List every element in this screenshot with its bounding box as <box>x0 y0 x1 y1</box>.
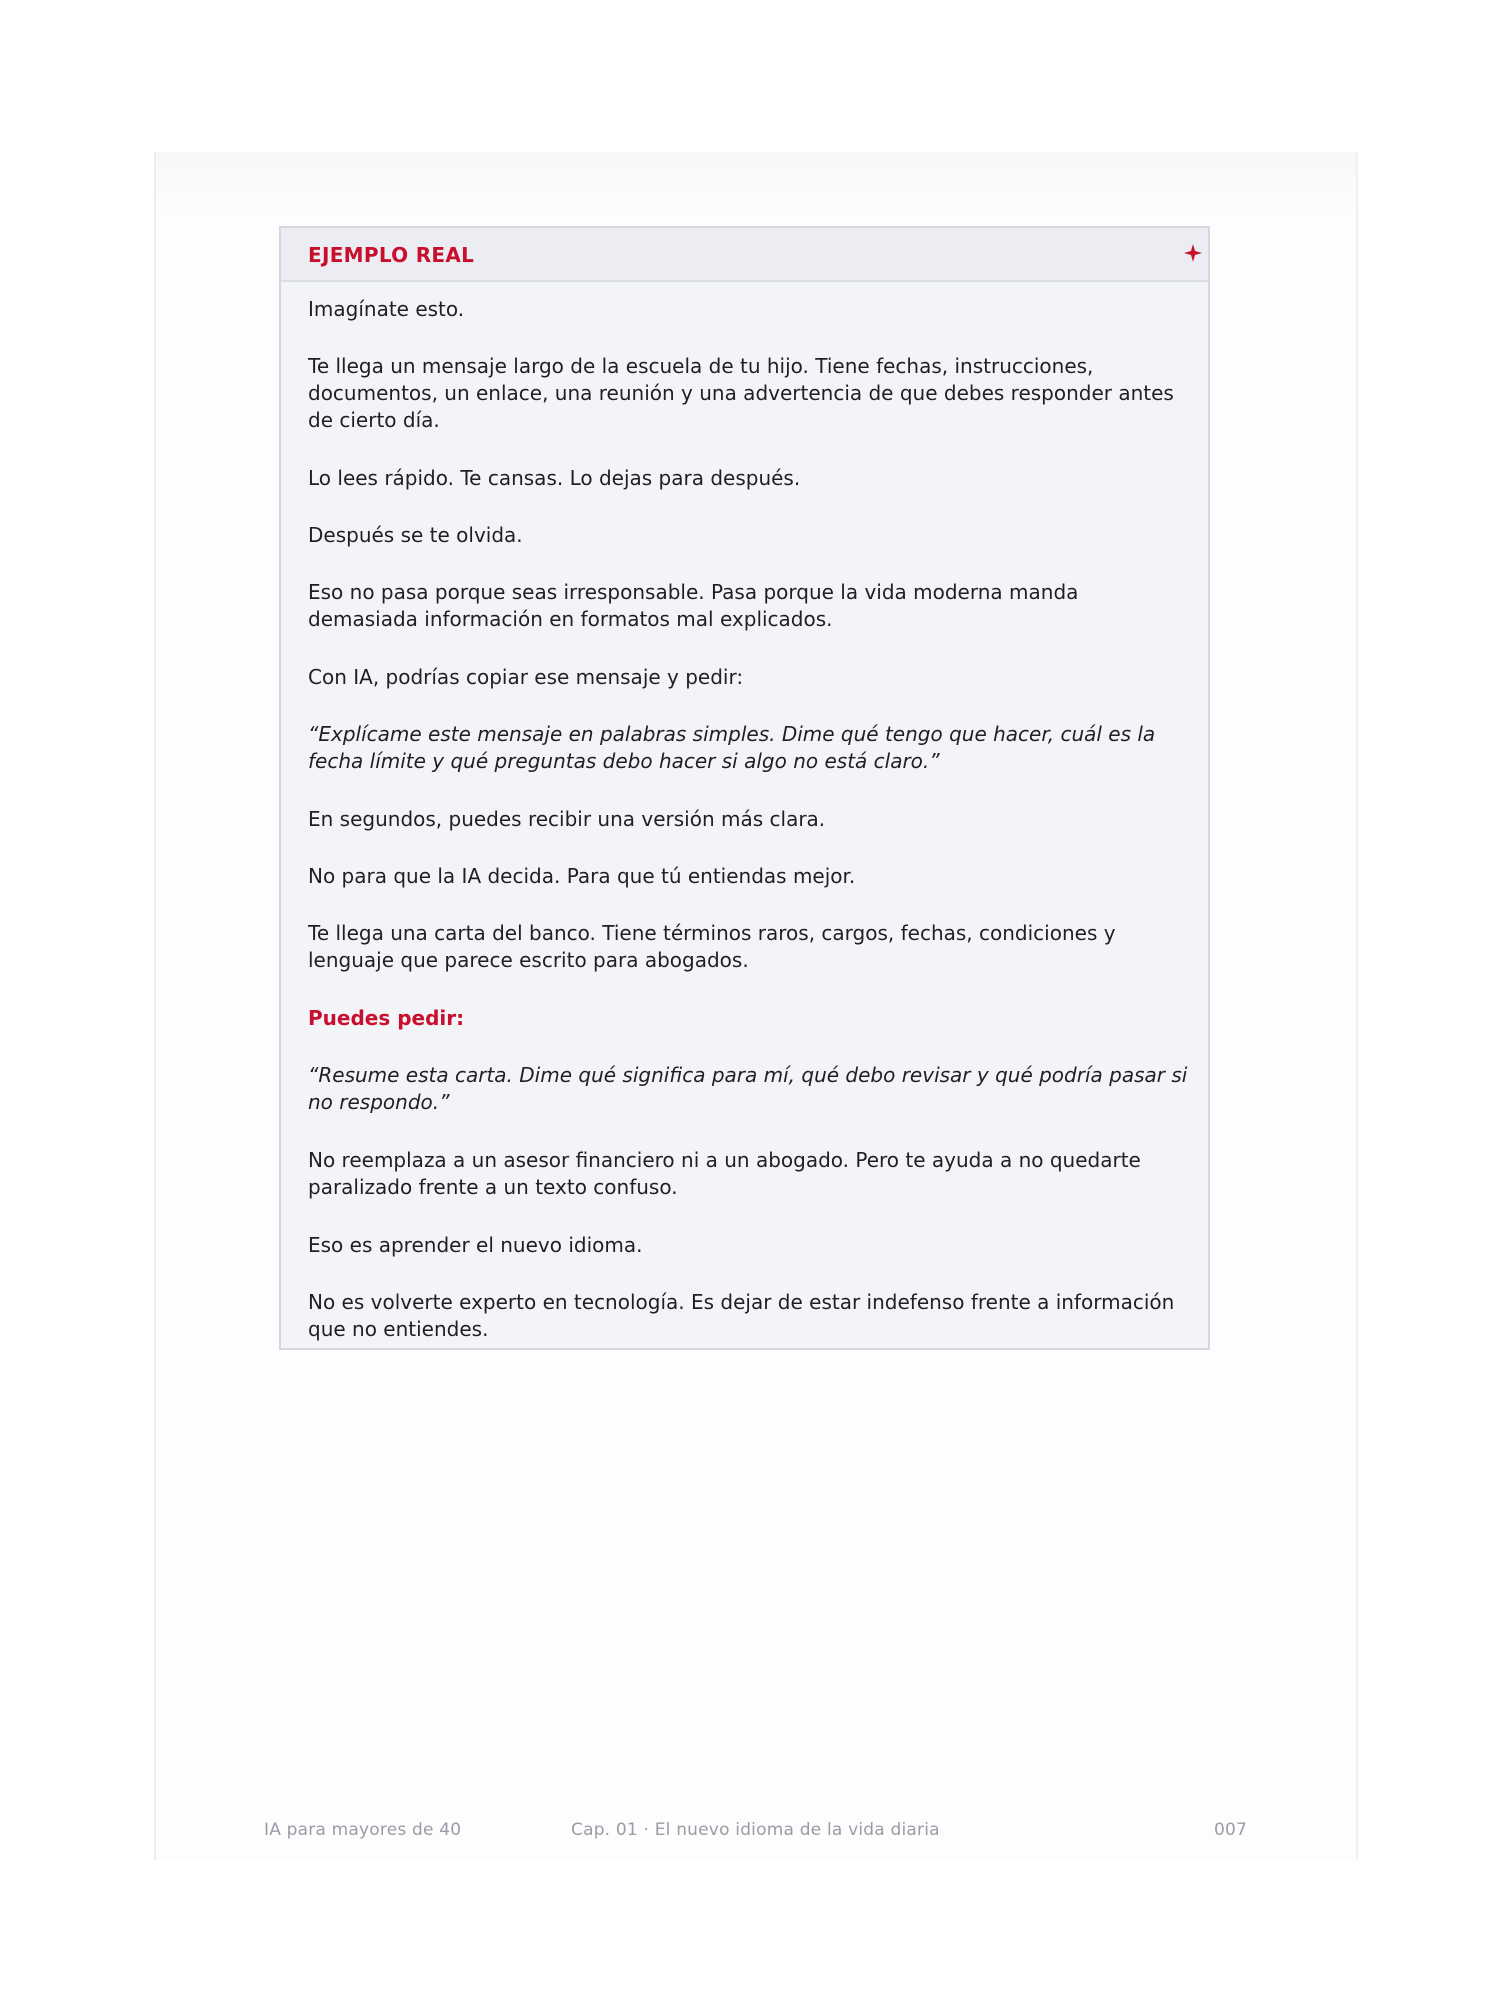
paragraph: Con IA, podrías copiar ese mensaje y pedir: <box>308 665 744 689</box>
quote-paragraph: “Resume esta carta. Dime qué significa para mí, qué debo revisar y qué podría pasar si no respondo.” <box>308 1063 1188 1114</box>
paragraph: No es volverte experto en tecnología. Es dejar de estar indefenso frente a información que no entiendes. <box>308 1290 1175 1341</box>
example-callout-box <box>279 226 1210 1350</box>
paragraph: Imagínate esto. <box>308 297 465 321</box>
accent-heading: Puedes pedir: <box>308 1006 465 1030</box>
callout-header <box>281 228 1208 282</box>
paragraph: No reemplaza a un asesor financiero ni a un abogado. Pero te ayuda a no quedarte paralizado frente a un texto confuso. <box>308 1148 1141 1199</box>
footer-chapter: Cap. 01 · El nuevo idioma de la vida diaria <box>571 1820 940 1840</box>
callout-title: EJEMPLO REAL <box>308 243 475 267</box>
paragraph: Eso no pasa porque seas irresponsable. Pasa porque la vida moderna manda demasiada información en formatos mal explicados. <box>308 580 1079 631</box>
footer-book-title: IA para mayores de 40 <box>264 1820 462 1840</box>
sparkle-icon <box>1182 242 1204 264</box>
paragraph: No para que la IA decida. Para que tú entiendas mejor. <box>308 864 856 888</box>
footer-page-number: 007 <box>1214 1820 1248 1840</box>
paragraph: En segundos, puedes recibir una versión más clara. <box>308 807 826 831</box>
quote-paragraph: “Explícame este mensaje en palabras simples. Dime qué tengo que hacer, cuál es la fecha límite y qué preguntas debo hacer si algo no está claro.” <box>308 722 1156 773</box>
paragraph: Te llega un mensaje largo de la escuela de tu hijo. Tiene fechas, instrucciones, documentos, un enlace, una reunión y una advertencia de que debes responder antes de cierto día. <box>308 354 1174 432</box>
paragraph: Te llega una carta del banco. Tiene términos raros, cargos, fechas, condiciones y lenguaje que parece escrito para abogados. <box>308 921 1116 972</box>
paragraph: Lo lees rápido. Te cansas. Lo dejas para después. <box>308 466 801 490</box>
paragraph: Eso es aprender el nuevo idioma. <box>308 1233 643 1257</box>
paragraph: Después se te olvida. <box>308 523 523 547</box>
